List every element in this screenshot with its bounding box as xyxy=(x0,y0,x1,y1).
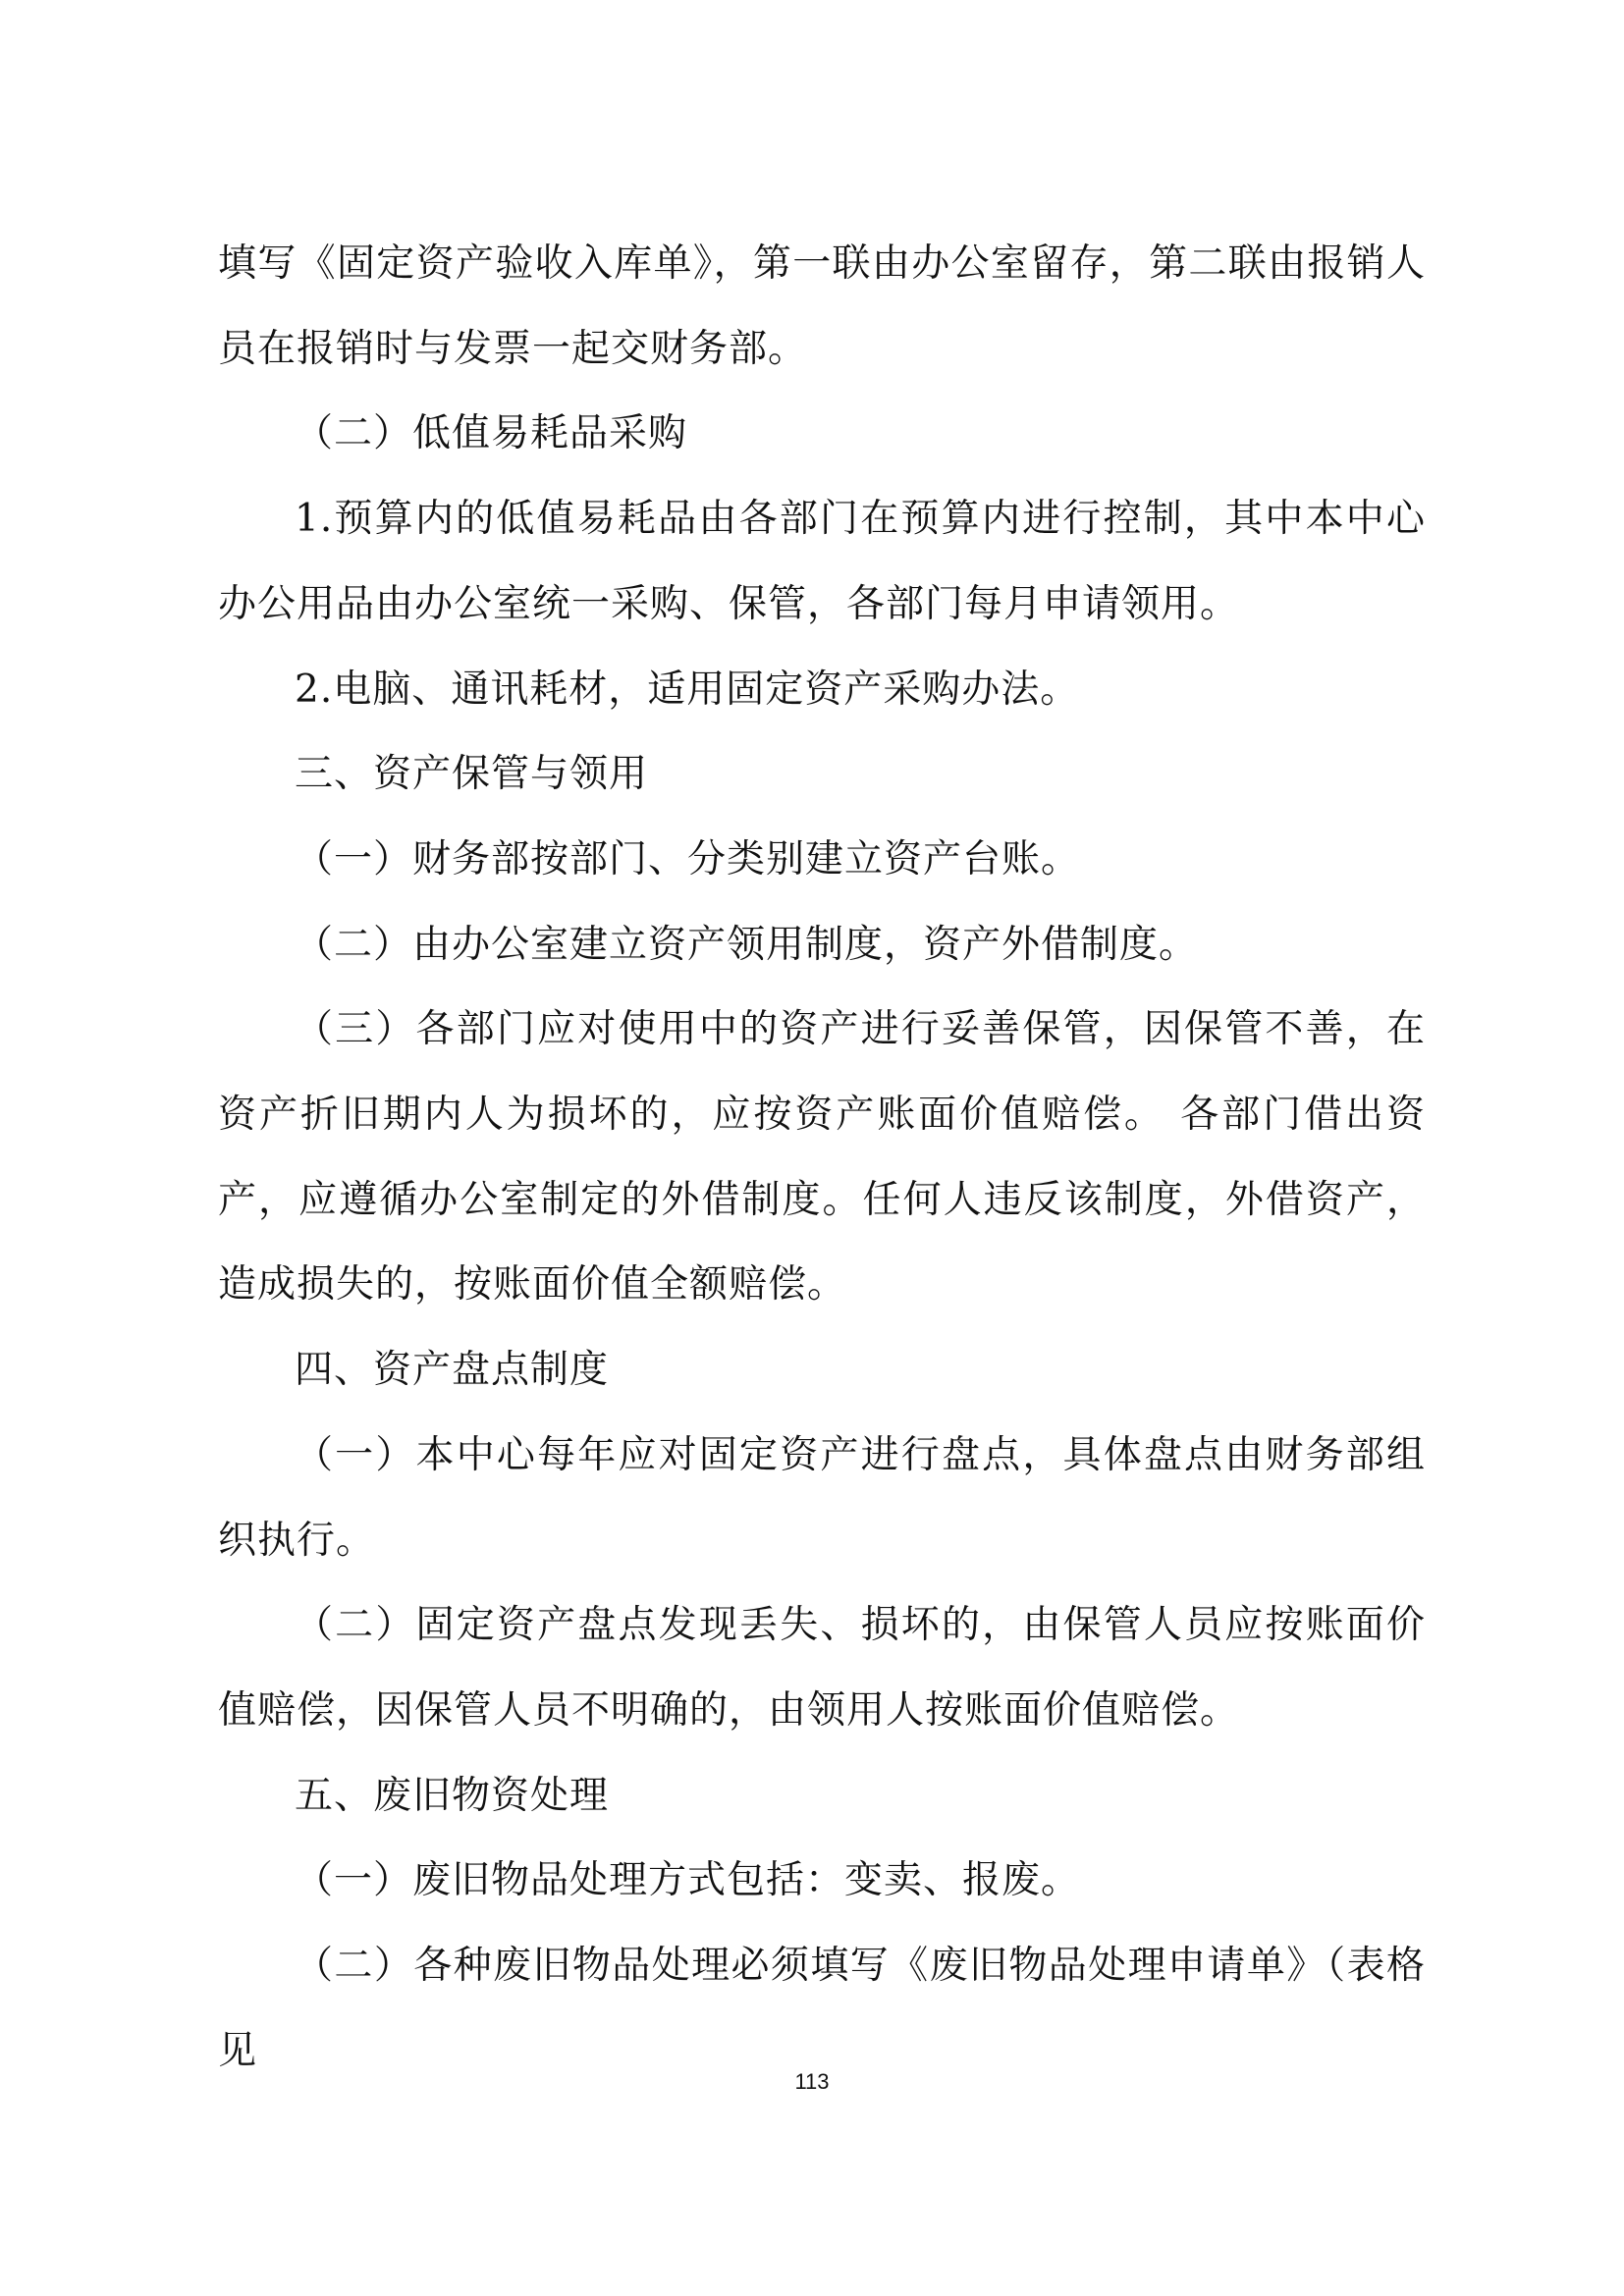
subheading-low-value-consumables: （二）低值易耗品采购 xyxy=(295,411,688,456)
document-body xyxy=(218,222,1426,2094)
heading-asset-inventory: 四、资产盘点制度 xyxy=(295,1348,610,1393)
paragraph-budget-consumables: 1.预算内的低值易耗品由各部门在预算内进行控制，其中本中心办公用品由办公室统一采购、保管，各部门每月申请领用。 xyxy=(218,497,1426,626)
paragraph-lending-system: （二）由办公室建立资产领用制度，资产外借制度。 xyxy=(295,922,1199,967)
paragraph-custody-compensation: （三）各部门应对使用中的资产进行妥善保管，因保管不善，在资产折旧期内人为损坏的，应按资产账面价值赔偿。 各部门借出资产，应遵循办公室制定的外借制度。任何人违反该制度，外借资产，造成损失的，按账面价值全额赔偿。 xyxy=(218,1007,1426,1308)
paragraph-disposal-form: （二）各种废旧物品处理必须填写《废旧物品处理申请单》（表格见 xyxy=(218,1944,1426,2073)
paragraph-asset-ledger: （一）财务部按部门、分类别建立资产台账。 xyxy=(295,836,1081,881)
paragraph-disposal-methods: （一）废旧物品处理方式包括：变卖、报废。 xyxy=(295,1858,1081,1903)
heading-scrap-disposal: 五、废旧物资处理 xyxy=(295,1773,610,1818)
paragraph-computer-supplies: 2.电脑、通讯耗材，适用固定资产采购办法。 xyxy=(295,667,1080,712)
heading-asset-custody: 三、资产保管与领用 xyxy=(295,752,649,797)
paragraph-annual-inventory: （一）本中心每年应对固定资产进行盘点，具体盘点由财务部组织执行。 xyxy=(218,1432,1426,1563)
paragraph-continuation: 填写《固定资产验收入库单》，第一联由办公室留存，第二联由报销人员在报销时与发票一起交财务部。 xyxy=(218,241,1426,371)
paragraph-inventory-loss: （二）固定资产盘点发现丢失、损坏的，由保管人员应按账面价值赔偿，因保管人员不明确的，由领用人按账面价值赔偿。 xyxy=(218,1603,1426,1733)
page-number: 113 xyxy=(794,2069,830,2094)
